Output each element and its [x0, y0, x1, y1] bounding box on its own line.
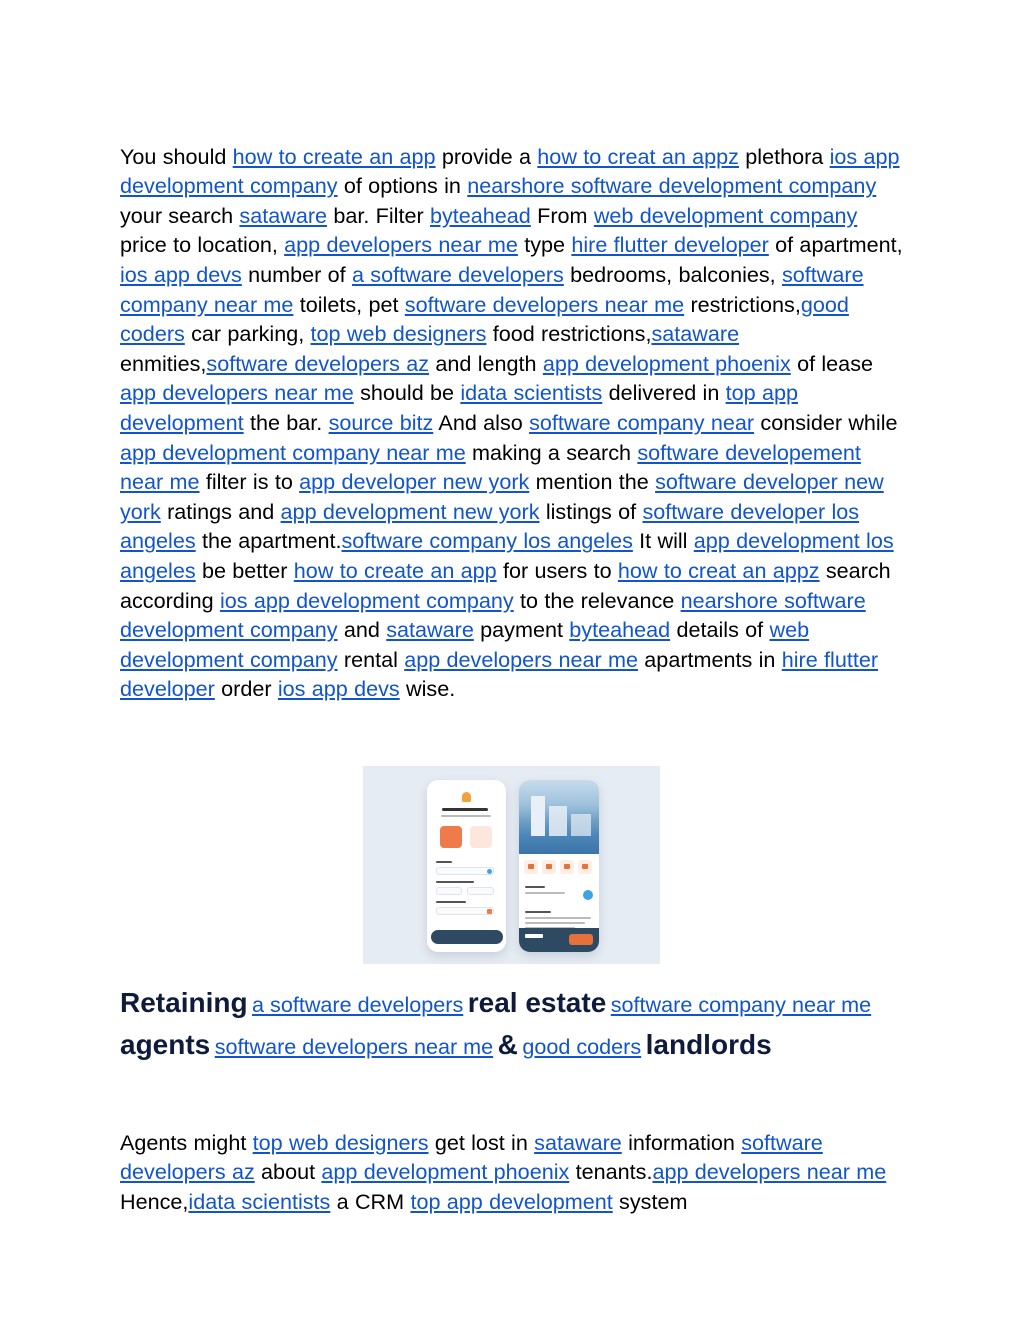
- paragraph-text: From: [530, 202, 594, 228]
- text-link[interactable]: app development new york: [280, 498, 540, 524]
- text-link[interactable]: app development company near me: [120, 439, 466, 465]
- mock-text-line: [525, 892, 565, 894]
- text-link[interactable]: app development phoenix: [321, 1159, 570, 1185]
- mock-where-field: [436, 867, 494, 875]
- paragraph-text: It will: [632, 528, 694, 554]
- garage-icon: [578, 860, 592, 874]
- text-link[interactable]: top app development: [410, 1188, 613, 1214]
- text-link[interactable]: top web designers: [252, 1129, 429, 1155]
- paragraph-text: restrictions,: [684, 291, 801, 317]
- body-paragraph-2: [120, 1128, 910, 1217]
- mock-text-line: [525, 917, 591, 919]
- mock-subtitle-bar: [441, 815, 491, 817]
- mock-beds-field: [436, 907, 494, 915]
- mock-cta-button: [431, 930, 503, 944]
- building-shape: [531, 796, 545, 836]
- text-link[interactable]: software company near me: [610, 992, 872, 1017]
- paragraph-text: listings of: [539, 498, 643, 524]
- paragraph-text: of lease: [790, 350, 873, 376]
- text-link[interactable]: ios app devs: [277, 676, 400, 702]
- text-link[interactable]: software developer los angeles: [120, 498, 860, 554]
- text-link[interactable]: ios app development company: [120, 143, 900, 199]
- paragraph-text: details of: [670, 617, 770, 643]
- paragraph-text: be better: [195, 557, 294, 583]
- paragraph-text: the bar.: [243, 409, 329, 435]
- text-link[interactable]: nearshore software development company: [120, 587, 866, 643]
- paragraph-text: and length: [429, 350, 543, 376]
- text-link[interactable]: app development phoenix: [542, 350, 791, 376]
- paragraph-text: to the relevance: [513, 587, 681, 613]
- paragraph-text: wise.: [399, 676, 456, 702]
- house-tile-icon: [440, 826, 462, 848]
- text-link[interactable]: sataware: [386, 617, 474, 643]
- paragraph-text: price to location,: [120, 232, 285, 258]
- mock-label: [436, 901, 466, 903]
- heading-word: agents: [120, 1028, 211, 1060]
- paragraph-text: type: [517, 232, 572, 258]
- text-link[interactable]: nearshore software development company: [467, 173, 877, 199]
- paragraph-text: ratings and: [160, 498, 281, 524]
- text-link[interactable]: source bitz: [328, 409, 434, 435]
- paragraph-text: system: [612, 1188, 688, 1214]
- text-link[interactable]: top web designers: [310, 321, 487, 347]
- paragraph-text: filter is to: [199, 469, 300, 495]
- paragraph-text: bedrooms, balconies,: [563, 261, 782, 287]
- text-link[interactable]: a software developers: [351, 261, 564, 287]
- text-link[interactable]: good coders: [120, 291, 849, 347]
- paragraph-text: should be: [353, 380, 461, 406]
- paragraph-text: And also: [433, 409, 530, 435]
- phone-screen-listing: [519, 780, 599, 952]
- text-link[interactable]: app developer new york: [299, 469, 530, 495]
- paragraph-text: for users to: [496, 557, 618, 583]
- mock-price: [525, 934, 543, 938]
- paragraph-text: payment: [473, 617, 570, 643]
- heading-word: landlords: [645, 1028, 772, 1060]
- text-link[interactable]: app developers near me: [652, 1159, 887, 1185]
- section-heading: [120, 985, 900, 1068]
- paragraph-text: of options in: [337, 173, 468, 199]
- text-link[interactable]: sataware: [534, 1129, 622, 1155]
- text-link[interactable]: idata scientists: [188, 1188, 331, 1214]
- paragraph-text: You should: [120, 143, 233, 169]
- text-link[interactable]: byteahead: [429, 202, 531, 228]
- mock-label: [436, 881, 474, 883]
- mock-text-line: [525, 922, 585, 924]
- text-link[interactable]: software company near me: [120, 261, 864, 317]
- paragraph-text: apartments in: [638, 646, 782, 672]
- building-shape: [549, 806, 567, 836]
- heading-word: real estate: [467, 987, 607, 1018]
- paragraph-text: the apartment.: [195, 528, 342, 554]
- paragraph-text: delivered in: [602, 380, 726, 406]
- paragraph-text: get lost in: [428, 1129, 535, 1155]
- text-link[interactable]: web development company: [120, 617, 810, 672]
- bath-icon: [542, 860, 556, 874]
- text-link[interactable]: how to creat an appz: [537, 143, 739, 169]
- paragraph-text: plethora: [738, 143, 830, 169]
- paragraph-text: Hence,: [120, 1188, 189, 1214]
- mock-price-bar: [519, 928, 599, 952]
- sofa-icon: [560, 860, 574, 874]
- text-link[interactable]: software company los angeles: [341, 528, 633, 554]
- paragraph-text: enmities,: [120, 350, 207, 376]
- heading-word: &: [497, 1028, 518, 1060]
- text-link[interactable]: byteahead: [569, 617, 671, 643]
- paragraph-text: toilets, pet: [293, 291, 405, 317]
- text-link[interactable]: hire flutter developer: [571, 232, 769, 258]
- text-link[interactable]: top app development: [120, 380, 798, 435]
- paragraph-text: car parking,: [184, 321, 311, 347]
- text-link[interactable]: ios app devs: [120, 261, 242, 287]
- location-pin-icon: [583, 890, 593, 900]
- paragraph-text: rental: [337, 646, 405, 672]
- building-shape: [571, 814, 591, 836]
- text-link[interactable]: how to create an app: [232, 143, 436, 169]
- location-icon: [487, 869, 492, 874]
- text-link[interactable]: software company near: [529, 409, 755, 435]
- body-paragraph-1: [120, 142, 910, 704]
- paragraph-text: and: [337, 617, 387, 643]
- paragraph-text: provide a: [435, 143, 538, 169]
- text-link[interactable]: how to creat an appz: [617, 557, 820, 583]
- mock-label: [525, 911, 551, 913]
- app-mockup-image: [363, 766, 660, 964]
- plus-icon: [487, 909, 492, 914]
- mock-label: [525, 886, 545, 888]
- text-link[interactable]: web development company: [593, 202, 858, 228]
- text-link[interactable]: app developers near me: [284, 232, 518, 258]
- paragraph-text: food restrictions,: [486, 321, 652, 347]
- paragraph-text: about: [254, 1159, 322, 1185]
- text-link[interactable]: software developers near me: [404, 291, 685, 317]
- text-link[interactable]: sataware: [651, 321, 740, 347]
- text-link[interactable]: app development los angeles: [120, 528, 894, 583]
- phone-screen-onboarding: [427, 780, 506, 952]
- text-link[interactable]: software developement near me: [120, 439, 861, 495]
- text-link[interactable]: app developers near me: [404, 646, 638, 672]
- text-link[interactable]: software developers near me: [214, 1033, 494, 1059]
- paragraph-text: a CRM: [330, 1188, 411, 1214]
- text-link[interactable]: idata scientists: [460, 380, 603, 406]
- paragraph-text: number of: [241, 261, 352, 287]
- text-link[interactable]: software developers az: [206, 350, 430, 376]
- paragraph-text: your search: [120, 202, 240, 228]
- heading-word: Retaining: [120, 987, 248, 1018]
- mock-max-field: [467, 887, 494, 895]
- paragraph-text: Agents might: [120, 1129, 253, 1155]
- paragraph-text: of apartment,: [768, 232, 903, 258]
- building-photo: [519, 780, 599, 854]
- paragraph-text: mention the: [529, 469, 656, 495]
- text-link[interactable]: hire flutter developer: [120, 646, 879, 702]
- text-link[interactable]: sataware: [239, 202, 328, 228]
- paragraph-text: consider while: [754, 409, 898, 435]
- text-link[interactable]: ios app development company: [219, 587, 514, 613]
- paragraph-text: order: [214, 676, 278, 702]
- text-link[interactable]: how to create an app: [293, 557, 497, 583]
- bed-icon: [524, 860, 538, 874]
- paragraph-text: information: [621, 1129, 742, 1155]
- text-link[interactable]: software developer new york: [120, 469, 884, 524]
- mock-book-button: [569, 934, 593, 945]
- mock-min-field: [436, 887, 462, 895]
- paragraph-text: search according: [120, 557, 891, 613]
- bell-icon: [462, 792, 471, 802]
- paragraph-text: tenants.: [569, 1159, 653, 1185]
- text-link[interactable]: software developers az: [120, 1129, 823, 1185]
- mock-title-bar: [442, 808, 488, 811]
- text-link[interactable]: a software developers: [252, 992, 464, 1017]
- mock-label: [436, 861, 452, 863]
- text-link[interactable]: app developers near me: [120, 380, 354, 406]
- paragraph-text: bar. Filter: [327, 202, 430, 228]
- paragraph-text: making a search: [465, 439, 638, 465]
- text-link[interactable]: good coders: [522, 1033, 642, 1059]
- building-tile-icon: [470, 826, 492, 848]
